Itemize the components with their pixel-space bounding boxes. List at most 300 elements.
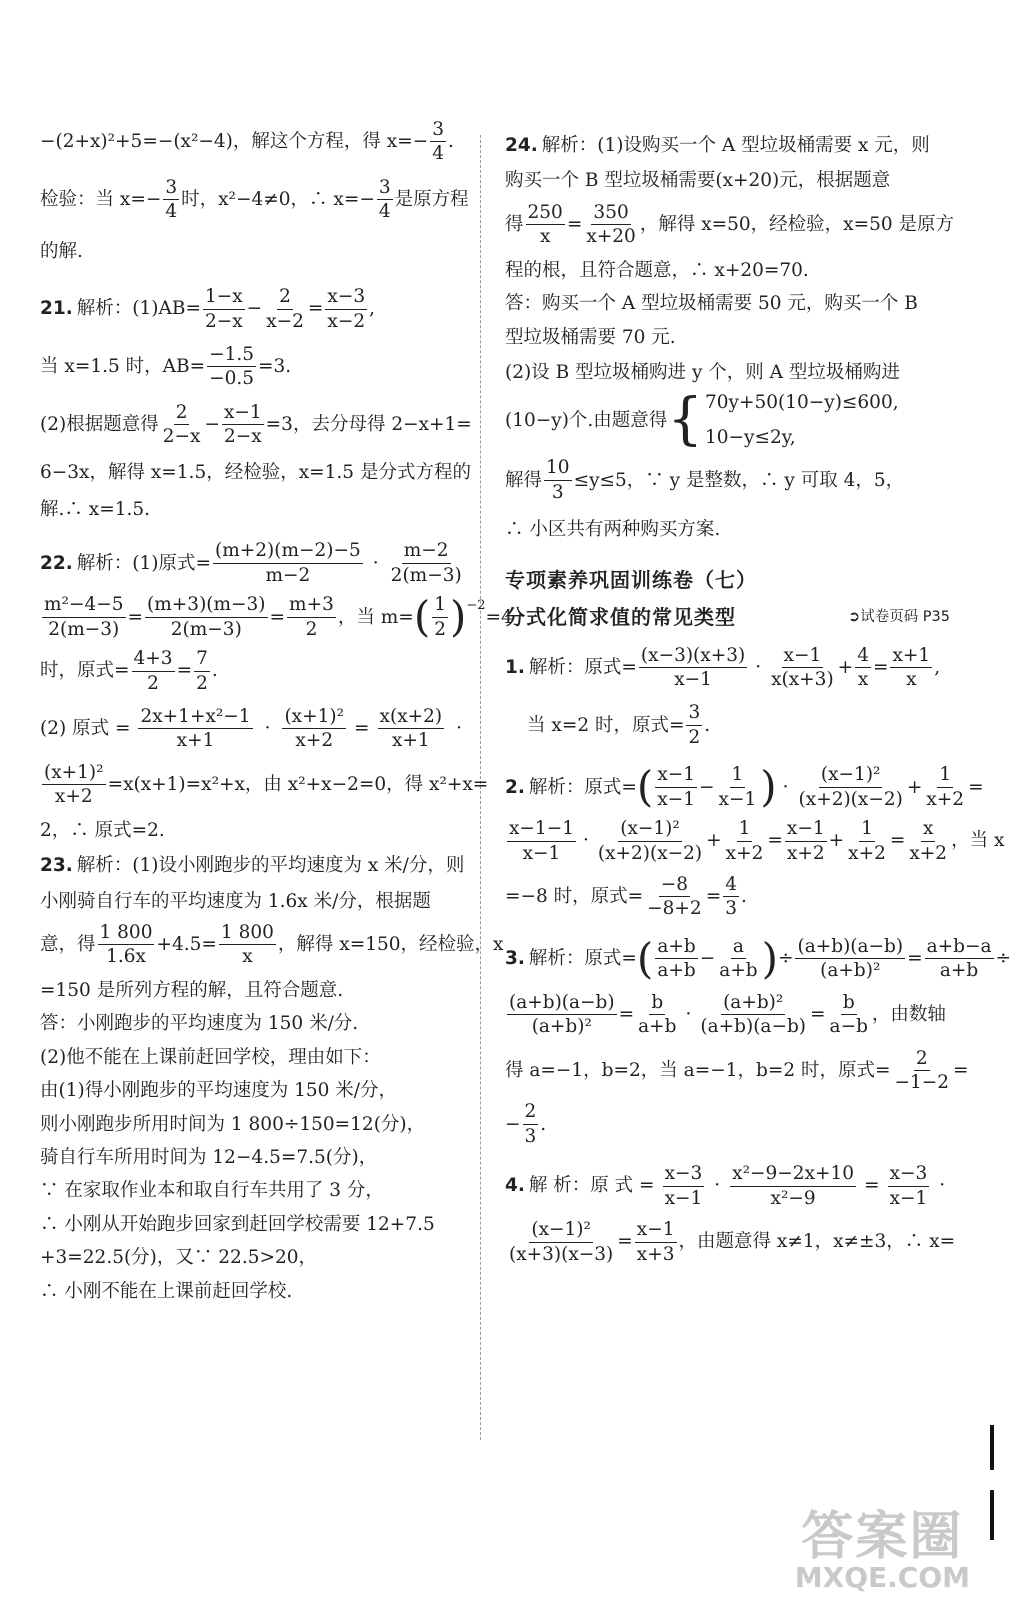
fraction bbox=[890, 646, 932, 690]
operator: = bbox=[269, 606, 286, 628]
fraction bbox=[635, 1220, 677, 1264]
denominator: 2 bbox=[688, 726, 701, 748]
fraction bbox=[730, 1164, 856, 1208]
denominator: 3 bbox=[524, 1125, 537, 1147]
numerator: x bbox=[921, 819, 935, 841]
text: 得 a=−1，b=2，当 a=−1，b=2 时，原式= bbox=[505, 1059, 891, 1081]
operator: · bbox=[264, 718, 271, 740]
numerator: x−1 bbox=[782, 646, 824, 668]
fraction bbox=[138, 707, 252, 751]
text: 解 析：原 式 = bbox=[528, 1175, 655, 1197]
denominator: x−2 bbox=[327, 310, 366, 332]
denominator: x(x+3) bbox=[771, 669, 834, 691]
operator: = bbox=[907, 948, 923, 970]
fraction bbox=[194, 649, 210, 693]
p4-line-1 bbox=[505, 1164, 950, 1208]
numerator: −8 bbox=[659, 875, 690, 897]
fraction bbox=[222, 403, 264, 447]
numerator: (a+b)(a−b) bbox=[507, 993, 617, 1015]
q24-line-4 bbox=[505, 261, 950, 280]
operator: − bbox=[204, 414, 220, 435]
page-edge-mark bbox=[990, 1490, 994, 1540]
numerator: m²−4−5 bbox=[42, 595, 126, 617]
q21-line-2 bbox=[40, 345, 485, 389]
denominator: x−1 bbox=[522, 842, 561, 864]
operator: · bbox=[685, 1003, 692, 1025]
denominator: m−2 bbox=[265, 564, 311, 586]
q23-line-9 bbox=[40, 1148, 485, 1167]
operator: = bbox=[810, 1003, 826, 1025]
q23-line-1 bbox=[40, 856, 485, 875]
fraction bbox=[596, 819, 704, 863]
q24-line-9 bbox=[505, 458, 950, 502]
section-subtitle: 分式化简求值的常见类型 bbox=[505, 604, 736, 629]
text: 解析：(1)设小刚跑步的平均速度为 x 米/分，则 bbox=[76, 855, 465, 877]
question-number: 23. bbox=[40, 855, 73, 877]
numerator: (x−3)(x+3) bbox=[639, 646, 747, 668]
numerator: 3 bbox=[430, 120, 446, 142]
text: . bbox=[704, 714, 711, 736]
fraction bbox=[636, 993, 678, 1037]
numerator: x−1 bbox=[655, 765, 697, 787]
fraction bbox=[686, 703, 702, 747]
question-number: 21. bbox=[40, 298, 73, 320]
fraction bbox=[432, 595, 448, 639]
fraction bbox=[430, 120, 446, 164]
text: − bbox=[505, 1113, 521, 1135]
numerator: x−3 bbox=[325, 287, 367, 309]
inequality: 70y+50(10−y)≤600, bbox=[704, 391, 899, 413]
q22-line-4 bbox=[40, 707, 485, 751]
denominator: a+b bbox=[719, 960, 758, 982]
section-title bbox=[505, 567, 950, 592]
fraction bbox=[663, 1164, 705, 1208]
fraction bbox=[145, 595, 268, 639]
q23-line-4 bbox=[40, 981, 485, 1000]
denominator: −8+2 bbox=[647, 898, 702, 920]
fraction bbox=[219, 923, 276, 967]
operator: = bbox=[307, 298, 324, 320]
fraction bbox=[325, 287, 367, 331]
p3-line-4 bbox=[505, 1102, 950, 1146]
text: ，当 x bbox=[951, 830, 1005, 852]
numerator: (a+b)(a−b) bbox=[795, 937, 905, 959]
denominator: −1−2 bbox=[894, 1071, 950, 1093]
denominator: 2(m−3) bbox=[170, 618, 242, 640]
numerator: 1 800 bbox=[219, 923, 276, 945]
q24-line-5 bbox=[505, 294, 950, 313]
denominator: −0.5 bbox=[209, 368, 255, 390]
fraction bbox=[724, 819, 766, 863]
fraction bbox=[907, 819, 949, 863]
denominator: (x+2)(x−2) bbox=[597, 842, 703, 864]
text: +4.5= bbox=[156, 934, 217, 956]
text: 小刚骑自行车的平均速度为 1.6x 米/分，根据题 bbox=[40, 890, 431, 912]
question-number: 24. bbox=[505, 135, 538, 156]
text: . bbox=[447, 131, 454, 153]
q22-line-3 bbox=[40, 649, 485, 693]
q23-line-8 bbox=[40, 1115, 485, 1134]
fraction bbox=[924, 765, 966, 809]
text: 时，原式= bbox=[40, 660, 130, 682]
denominator: 3 bbox=[551, 481, 564, 503]
text: 意，得 bbox=[40, 934, 96, 956]
text: 答：小刚跑步的平均速度为 150 米/分. bbox=[40, 1013, 359, 1035]
fraction bbox=[846, 819, 888, 863]
numerator: m+3 bbox=[287, 595, 336, 617]
numerator: 3 bbox=[163, 178, 179, 200]
text: (2)他不能在上课前赶回学校，理由如下： bbox=[40, 1046, 381, 1068]
text: =−8 时，原式= bbox=[505, 886, 644, 908]
q23-line-3 bbox=[40, 921, 504, 968]
fraction bbox=[203, 287, 245, 331]
text: =x(x+1)=x²+x，由 x²+x−2=0，得 x²+x= bbox=[107, 774, 489, 796]
operator: = bbox=[889, 830, 906, 852]
q20-line-1 bbox=[40, 120, 485, 164]
fraction bbox=[795, 937, 905, 981]
denominator: x−2 bbox=[266, 310, 304, 332]
fraction bbox=[264, 287, 306, 331]
watermark-logo: 答案圈 bbox=[801, 1507, 964, 1568]
numerator: x−3 bbox=[888, 1164, 930, 1186]
fraction bbox=[925, 937, 994, 981]
operator: = bbox=[617, 1231, 633, 1253]
q24-line-3 bbox=[505, 201, 955, 248]
question-number: 22. bbox=[40, 552, 73, 574]
question-number: 3. bbox=[505, 948, 525, 970]
numerator: x−1 bbox=[785, 819, 827, 841]
p3-line-1 bbox=[505, 933, 1011, 983]
right-column bbox=[505, 120, 1011, 1265]
denominator: 2(m−3) bbox=[48, 618, 120, 640]
numerator: x−1 bbox=[635, 1220, 677, 1242]
denominator: 2(m−3) bbox=[390, 564, 462, 586]
question-number: 1. bbox=[505, 656, 525, 678]
operator: − bbox=[246, 298, 263, 320]
text: = bbox=[953, 1059, 969, 1081]
section-title-text: 专项素养巩固训练卷（七） bbox=[505, 567, 757, 592]
denominator: 1.6x bbox=[106, 946, 146, 968]
denominator: 2 bbox=[305, 618, 318, 640]
fraction bbox=[287, 595, 336, 639]
q24-line-7 bbox=[505, 363, 950, 382]
text: 解析：(1)AB= bbox=[76, 298, 201, 320]
text: =3，去分母得 2−x+1= bbox=[265, 414, 472, 435]
denominator: (a+b)² bbox=[820, 960, 881, 982]
denominator: x+1 bbox=[391, 730, 430, 752]
numerator: a+b bbox=[655, 937, 697, 959]
watermark-url: MXQE.COM bbox=[794, 1561, 970, 1595]
denominator: x bbox=[906, 669, 917, 691]
text: 骑自行车所用时间为 12−4.5=7.5(分)， bbox=[40, 1146, 378, 1168]
text: ≤y≤5，∵ y 是整数，∴ y 可取 4，5， bbox=[573, 469, 905, 491]
numerator: (x+1)² bbox=[42, 763, 106, 785]
fraction bbox=[507, 819, 576, 863]
p4-line-2 bbox=[505, 1219, 956, 1265]
numerator: (m+2)(m−2)−5 bbox=[213, 541, 363, 563]
fraction bbox=[855, 646, 871, 690]
q23-line-11 bbox=[40, 1215, 485, 1234]
q24-line-10 bbox=[505, 520, 950, 539]
text: 解析：原式= bbox=[528, 656, 637, 678]
denominator: x+2 bbox=[725, 842, 764, 864]
denominator: x+2 bbox=[786, 842, 825, 864]
text: (2)根据题意得 bbox=[40, 414, 159, 435]
fraction bbox=[655, 937, 697, 981]
numerator: 2 bbox=[914, 1049, 930, 1071]
fraction bbox=[888, 1164, 930, 1208]
left-paren: ( bbox=[636, 933, 654, 983]
denominator: 2−x bbox=[162, 426, 201, 448]
fraction bbox=[507, 1220, 615, 1264]
q23-line-6 bbox=[40, 1048, 485, 1067]
fraction bbox=[717, 765, 759, 809]
denominator: a+b bbox=[657, 960, 696, 982]
text: 时，x²−4≠0，∴ x=− bbox=[181, 189, 375, 211]
question-number: 2. bbox=[505, 776, 525, 798]
fraction bbox=[785, 819, 827, 863]
text: =3. bbox=[258, 356, 292, 378]
page-reference: ➲试卷页码 P35 bbox=[848, 608, 950, 625]
text: 答：购买一个 A 型垃圾桶需要 50 元，购买一个 B bbox=[505, 293, 918, 315]
text: 的解. bbox=[40, 240, 83, 262]
numerator: (x−1)² bbox=[529, 1220, 593, 1242]
q24-line-6 bbox=[505, 328, 950, 347]
denominator: x bbox=[857, 669, 869, 691]
numerator: 2 bbox=[523, 1102, 539, 1124]
p2-line-2 bbox=[505, 818, 1005, 864]
text: 得 bbox=[505, 214, 524, 236]
numerator: m−2 bbox=[402, 541, 451, 563]
fraction bbox=[526, 203, 565, 247]
q24-line-8 bbox=[505, 387, 950, 453]
fraction bbox=[161, 403, 203, 447]
fraction bbox=[378, 707, 445, 751]
text: 则小刚跑步所用时间为 1 800÷150=12(分)， bbox=[40, 1113, 426, 1135]
fraction bbox=[723, 875, 739, 919]
q24-line-2 bbox=[505, 171, 950, 190]
denominator: a−b bbox=[829, 1016, 868, 1038]
fraction bbox=[892, 1049, 951, 1093]
operator: ÷ bbox=[777, 948, 794, 970]
denominator: 4 bbox=[378, 201, 391, 223]
text: ∵ 在家取作业本和取自行车共用了 3 分， bbox=[40, 1180, 384, 1202]
denominator: x bbox=[539, 226, 551, 248]
page-edge-mark bbox=[990, 1425, 994, 1470]
denominator: x−1 bbox=[664, 1187, 703, 1209]
numerator: 2x+1+x²−1 bbox=[138, 707, 252, 729]
fraction bbox=[507, 993, 617, 1037]
exponent: −2 bbox=[466, 598, 486, 614]
p3-line-2 bbox=[505, 993, 950, 1037]
numerator: 350 bbox=[591, 203, 630, 225]
fraction bbox=[584, 203, 637, 247]
q20-line-2 bbox=[40, 178, 485, 222]
text: (2) 原式 = bbox=[40, 718, 131, 740]
operator: = bbox=[872, 656, 889, 678]
numerator: 7 bbox=[194, 649, 210, 671]
denominator: a+b bbox=[939, 960, 979, 982]
numerator: 1 bbox=[432, 595, 448, 617]
numerator: a+b−a bbox=[925, 937, 994, 959]
numerator: 1 bbox=[737, 819, 753, 841]
numerator: 4+3 bbox=[132, 649, 175, 671]
denominator: x−1 bbox=[657, 788, 696, 810]
left-paren: ( bbox=[636, 762, 654, 812]
fraction bbox=[42, 595, 126, 639]
numerator: (x−1)² bbox=[618, 819, 682, 841]
operator: − bbox=[699, 776, 715, 798]
text: 解.∴ x=1.5. bbox=[40, 499, 150, 521]
q22-line-2 bbox=[40, 592, 513, 642]
p2-line-3 bbox=[505, 875, 950, 919]
q22-line-6 bbox=[40, 821, 485, 840]
fraction bbox=[523, 1102, 539, 1146]
right-paren: ) bbox=[449, 592, 467, 642]
operator: · bbox=[372, 552, 379, 574]
brace: { bbox=[667, 387, 703, 453]
denominator: (a+b)² bbox=[531, 1016, 592, 1038]
text: 由(1)得小刚跑步的平均速度为 150 米/分， bbox=[40, 1080, 398, 1102]
operator: + bbox=[706, 830, 722, 852]
q23-line-12 bbox=[40, 1248, 485, 1267]
p3-line-3 bbox=[505, 1047, 969, 1093]
q22-line-5 bbox=[40, 761, 489, 808]
operator: = bbox=[705, 886, 722, 908]
numerator: b bbox=[649, 993, 665, 1015]
text: (2)设 B 型垃圾桶购进 y 个，则 A 型垃圾桶购进 bbox=[505, 361, 900, 383]
numerator: 10 bbox=[544, 458, 572, 480]
denominator: x²−9 bbox=[770, 1187, 816, 1209]
text: ，当 m= bbox=[337, 606, 414, 628]
watermark bbox=[794, 1507, 970, 1595]
numerator: 250 bbox=[526, 203, 565, 225]
text: ∴ 小区共有两种购买方案. bbox=[505, 519, 721, 541]
operator: · bbox=[714, 1175, 721, 1197]
operator: · bbox=[582, 830, 589, 852]
fraction bbox=[797, 765, 905, 809]
operator: · bbox=[755, 656, 762, 678]
numerator: 4 bbox=[855, 646, 871, 668]
operator: = bbox=[354, 718, 370, 740]
section-subtitle-row bbox=[505, 604, 950, 629]
q21-line-4 bbox=[40, 463, 485, 482]
text: +3=22.5(分)，又∵ 22.5>20， bbox=[40, 1247, 318, 1269]
denominator: x−1 bbox=[718, 788, 757, 810]
denominator: x+2 bbox=[909, 842, 948, 864]
q21-line-1 bbox=[40, 287, 485, 331]
operator: = bbox=[618, 1003, 635, 1025]
inequality-system bbox=[705, 393, 899, 448]
left-column bbox=[40, 119, 513, 1302]
fraction bbox=[645, 875, 704, 919]
text: ，解得 x=150，经检验，x bbox=[277, 934, 504, 956]
text: . bbox=[211, 660, 218, 682]
denominator: 2 bbox=[434, 618, 446, 640]
denominator: x+1 bbox=[176, 730, 215, 752]
text: 当 x=1.5 时，AB= bbox=[40, 356, 206, 378]
numerator: 3 bbox=[377, 178, 393, 200]
fraction bbox=[163, 178, 179, 222]
q23-line-5 bbox=[40, 1014, 485, 1033]
q24-line-1 bbox=[505, 136, 950, 155]
numerator: 1−x bbox=[203, 287, 245, 309]
fraction bbox=[698, 993, 808, 1037]
text: ，由数轴 bbox=[871, 1003, 946, 1025]
q23-line-10 bbox=[40, 1181, 485, 1200]
operator: · bbox=[939, 1175, 946, 1197]
p1-line-2 bbox=[505, 703, 950, 747]
right-paren: ) bbox=[760, 762, 777, 812]
fraction bbox=[132, 649, 175, 693]
denominator: 2−x bbox=[223, 426, 262, 448]
p1-line-1 bbox=[505, 646, 950, 690]
fraction bbox=[717, 937, 759, 981]
text: ，解得 x=50，经检验，x=50 是原方 bbox=[639, 214, 955, 236]
operator: − bbox=[699, 948, 716, 970]
text: 解析：(1)原式= bbox=[76, 552, 211, 574]
numerator: x+1 bbox=[890, 646, 932, 668]
text: , bbox=[369, 298, 376, 320]
fraction bbox=[282, 707, 346, 751]
fraction bbox=[639, 646, 747, 690]
denominator: (x+3)(x−3) bbox=[509, 1243, 614, 1265]
denominator: x+2 bbox=[848, 842, 886, 864]
denominator: x+2 bbox=[295, 730, 334, 752]
operator: = bbox=[968, 776, 984, 798]
text: 6−3x，解得 x=1.5，经检验，x=1.5 是分式方程的 bbox=[40, 461, 471, 483]
operator: = bbox=[176, 660, 193, 682]
numerator: 2 bbox=[174, 403, 190, 425]
text: 程的根，且符合题意，∴ x+20=70. bbox=[505, 259, 809, 281]
fraction bbox=[213, 541, 363, 585]
denominator: (x+2)(x−2) bbox=[798, 788, 903, 810]
fraction bbox=[207, 345, 256, 389]
numerator: x−1 bbox=[222, 403, 264, 425]
numerator: b bbox=[841, 993, 857, 1015]
question-number: 4. bbox=[505, 1175, 525, 1197]
numerator: 2 bbox=[277, 287, 293, 309]
text: 购买一个 B 型垃圾桶需要(x+20)元，根据题意 bbox=[505, 170, 891, 192]
numerator: x−1−1 bbox=[507, 819, 576, 841]
operator: = bbox=[864, 1175, 880, 1197]
text: (10−y)个.由题意得 bbox=[505, 409, 668, 431]
q23-line-2 bbox=[40, 892, 485, 911]
text: 解析：原式= bbox=[528, 776, 637, 798]
q21-line-5 bbox=[40, 500, 485, 519]
q20-line-3 bbox=[40, 242, 485, 261]
text: 是原方程 bbox=[394, 189, 469, 211]
denominator: x−1 bbox=[674, 669, 712, 691]
numerator: 4 bbox=[723, 875, 739, 897]
text: , bbox=[934, 656, 941, 678]
denominator: x−1 bbox=[889, 1187, 928, 1209]
numerator: x−3 bbox=[663, 1164, 705, 1186]
operator: + bbox=[906, 776, 923, 798]
numerator: (x+1)² bbox=[282, 707, 346, 729]
p2-line-1 bbox=[505, 762, 984, 812]
fraction bbox=[389, 541, 464, 585]
denominator: x+3 bbox=[636, 1243, 675, 1265]
fraction bbox=[377, 178, 393, 222]
q22-line-1 bbox=[40, 541, 485, 585]
text: =150 是所列方程的解，且符合题意. bbox=[40, 979, 344, 1001]
fraction bbox=[769, 646, 836, 690]
numerator: x(x+2) bbox=[378, 707, 445, 729]
text: ，由题意得 x≠1，x≠±3，∴ x= bbox=[678, 1231, 956, 1253]
text: 解得 bbox=[505, 469, 543, 491]
text: ∴ 小刚从开始跑步回家到赶回学校需要 12+7.5 bbox=[40, 1213, 435, 1235]
